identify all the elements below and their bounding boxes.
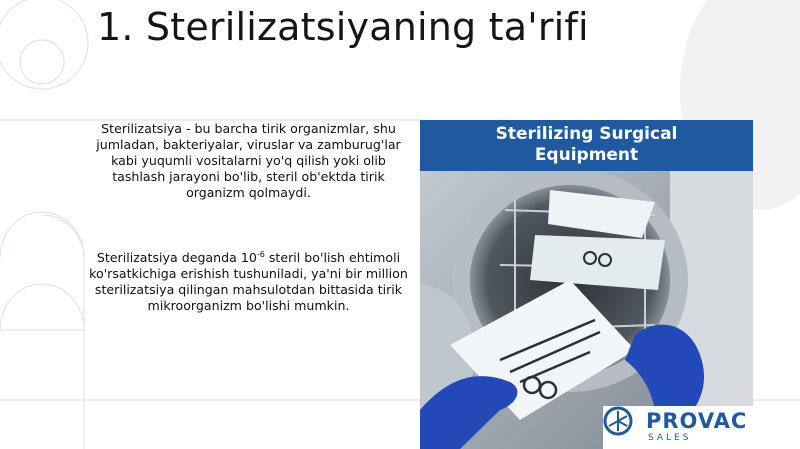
exponent: -6 [256,249,265,259]
sterility-text-rest: steril bo'lish ehtimoli ko'rsatkichiga erishish tushuniladi, ya'ni bir million sterilizatsiya qilingan mahsulotdan bittasida tirik mikroorganizm bo'lishi mumkin. [89,250,408,313]
banner-line-2: Equipment [534,145,639,165]
provac-logo-icon [603,406,633,436]
slide-title: 1. Sterilizatsiyaning ta'rifi [97,5,589,49]
deco-circle-large [0,0,88,89]
banner-line-1: Sterilizing Surgical [495,124,678,144]
sterilization-photo [420,120,753,449]
sterility-text-start: Sterilizatsiya deganda 10 [96,250,257,265]
provac-logo [603,406,753,449]
image-banner-title [420,124,753,166]
brand-subtitle: SALES [648,433,692,443]
image-banner [420,120,753,171]
definition-paragraph: Sterilizatsiya - bu barcha tirik organizmlar, shu jumladan, bakteriyalar, viruslar va zamburug'lar kabi yuqumli vositalarni yo'q qilish yoki olib tashlash jarayoni bo'lib, steril ob'ektda tirik organizm qolmaydi. [96,121,401,200]
deco-arch-2 [0,284,84,449]
deco-arch-3 [42,215,84,258]
brand-name: PROVAC [646,409,748,433]
deco-circle-small [20,40,64,84]
deco-arch-1 [0,212,84,330]
sterility-paragraph [86,250,411,314]
